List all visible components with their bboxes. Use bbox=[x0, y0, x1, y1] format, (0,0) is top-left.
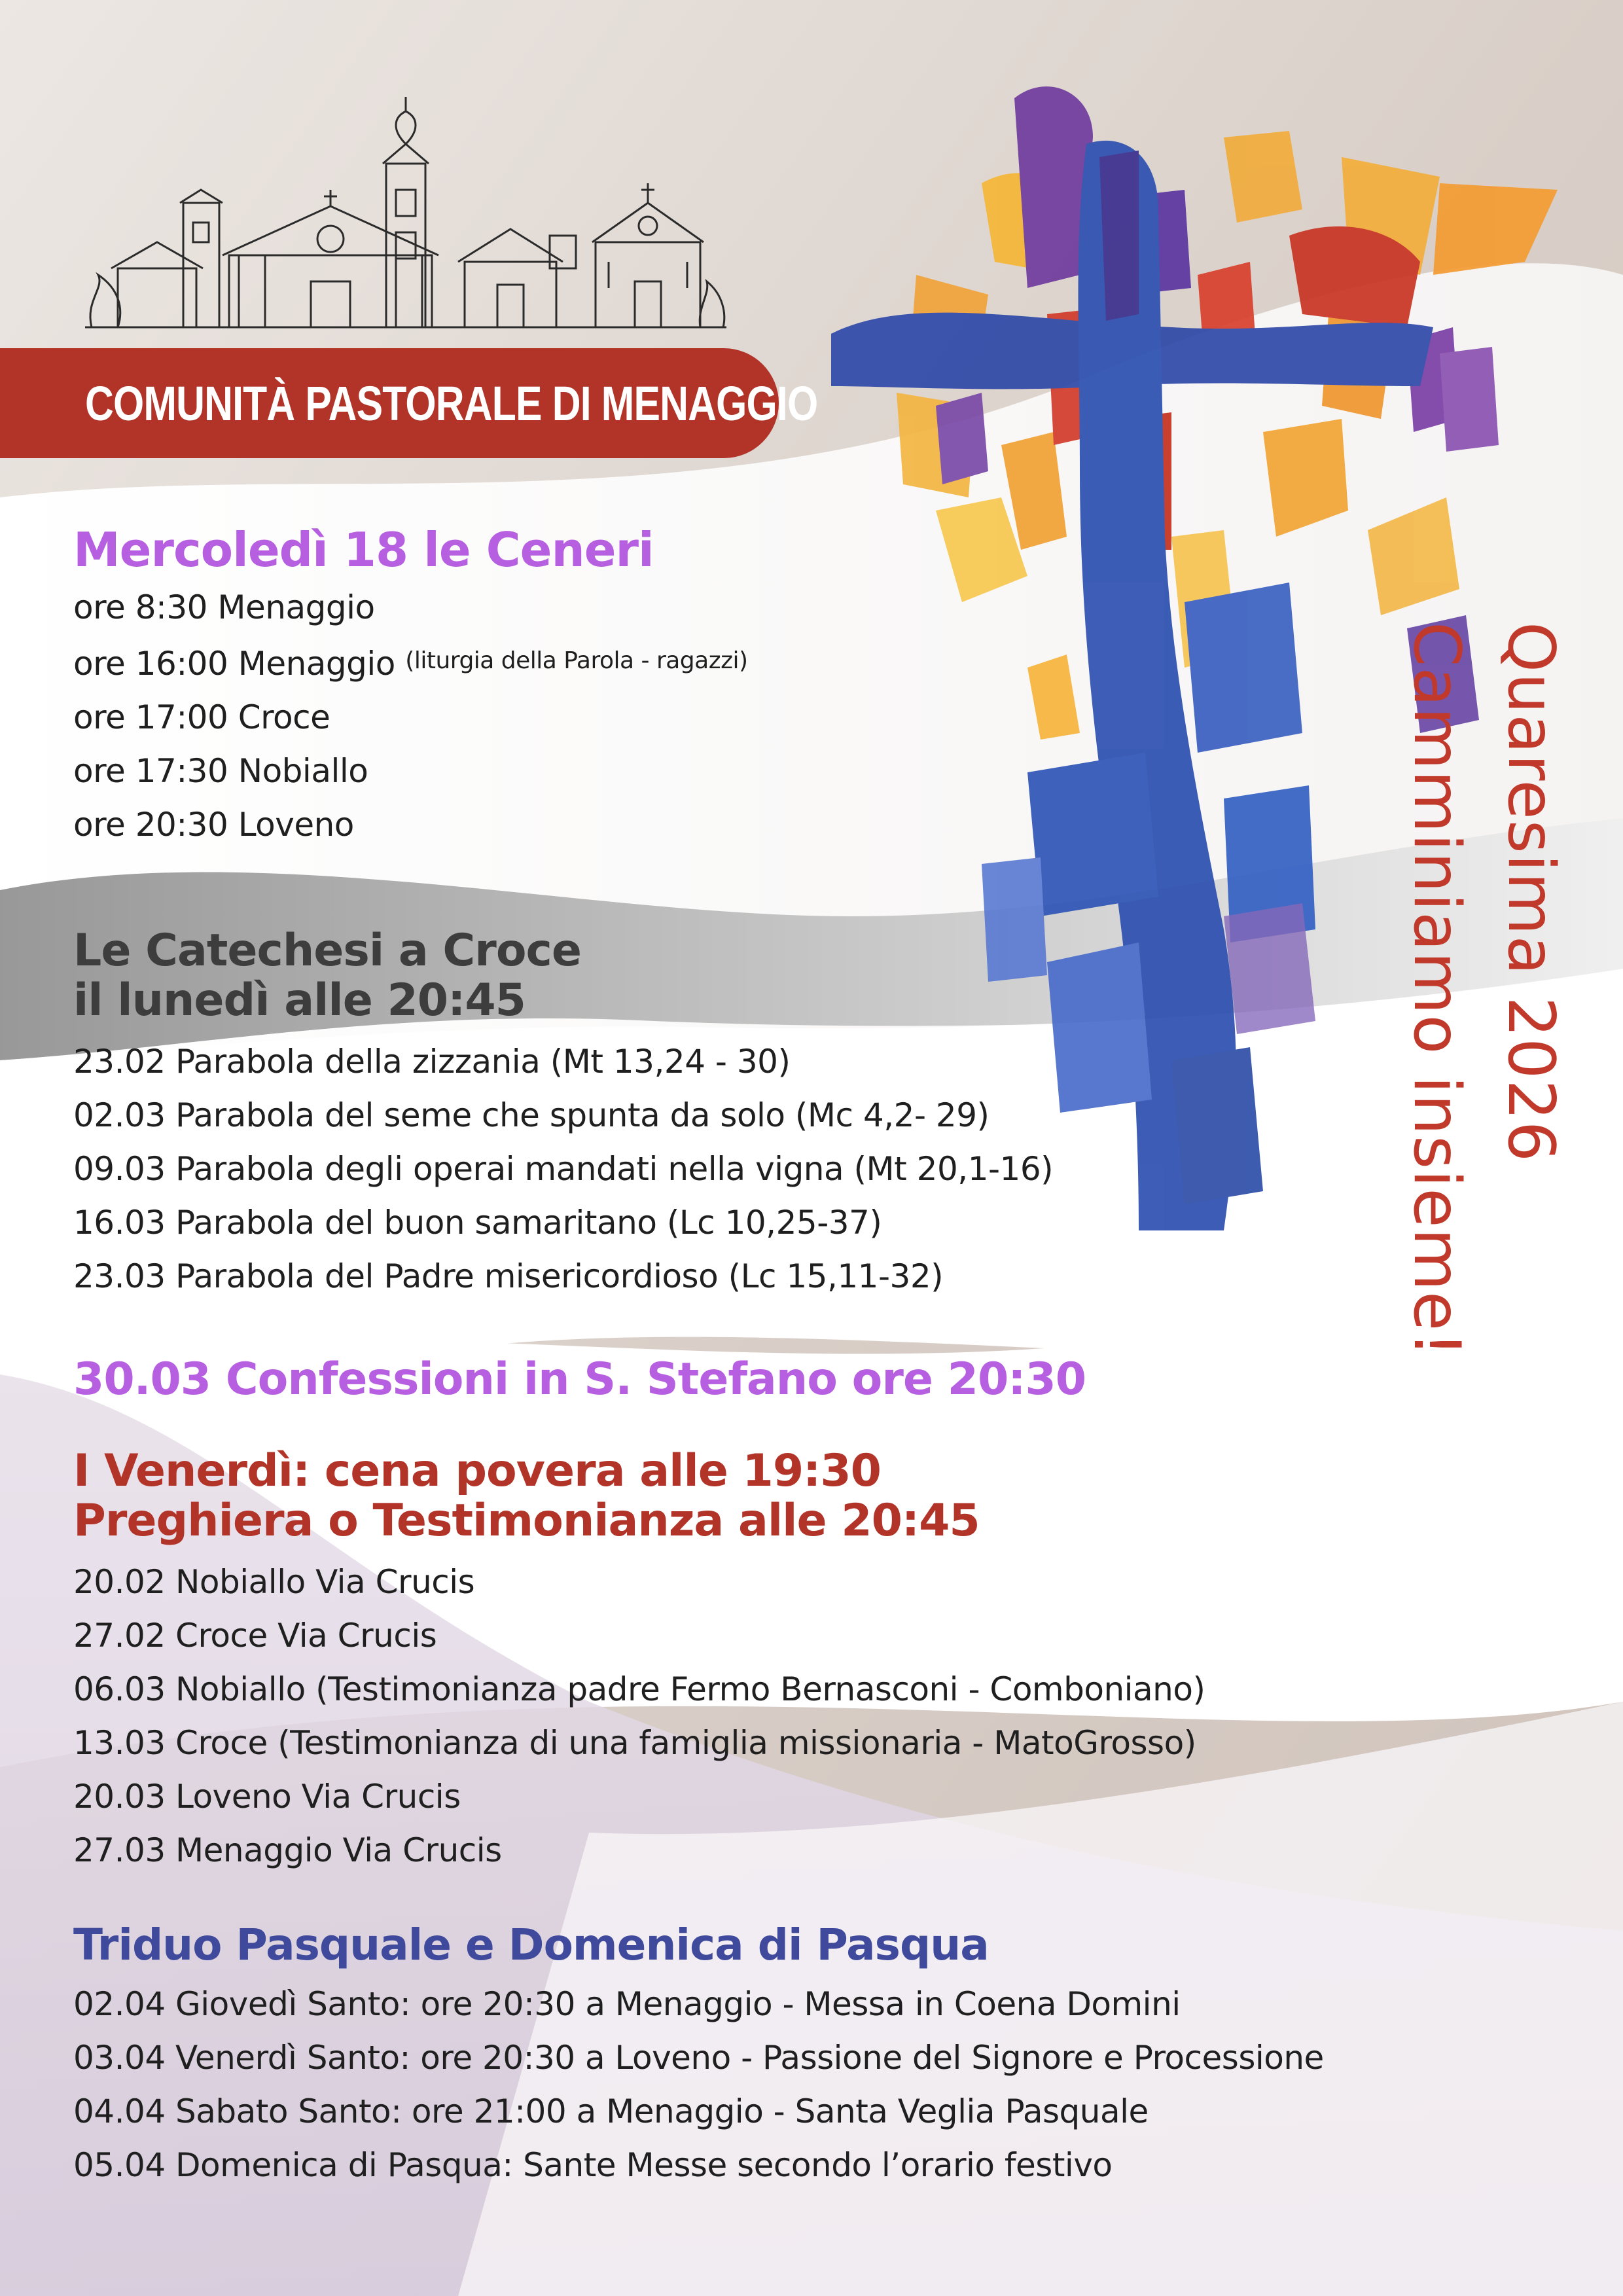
list-item: ore 17:30 Nobiallo bbox=[73, 751, 368, 790]
list-item: 16.03 Parabola del buon samaritano (Lc 10,25-37) bbox=[73, 1204, 882, 1242]
list-item: 27.03 Menaggio Via Crucis bbox=[73, 1831, 502, 1870]
list-item: 23.03 Parabola del Padre misericordioso (Lc 15,11-32) bbox=[73, 1257, 944, 1296]
section-confessioni bbox=[73, 1355, 1086, 1405]
list-item: ore 16:00 Menaggio $^{(liturgia della Parola - ragazzi)}$ bbox=[73, 644, 748, 683]
schedule-list bbox=[73, 1977, 1324, 2192]
vertical-title bbox=[1400, 622, 1597, 1571]
list-item: 04.04 Sabato Santo: ore 21:00 a Menaggio - Santa Veglia Pasquale bbox=[73, 2092, 1149, 2130]
list-item: ore 20:30 Loveno bbox=[73, 805, 354, 844]
list-item: 03.04 Venerdì Santo: ore 20:30 a Loveno - Passione del Signore e Processione bbox=[73, 2038, 1324, 2077]
section-heading: 30.03 Confessioni in S. Stefano ore 20:30 bbox=[73, 1354, 1086, 1405]
title-line-1: Quaresima 2026 bbox=[1493, 622, 1568, 1163]
schedule-list bbox=[73, 1035, 1053, 1303]
section-subheading: il lunedì alle 20:45 bbox=[73, 975, 526, 1027]
section-catechesi bbox=[73, 926, 1053, 1303]
section-heading: Le Catechesi a Croce bbox=[73, 925, 581, 977]
list-item: 20.03 Loveno Via Crucis bbox=[73, 1778, 461, 1816]
title-line-2: Camminiamo insieme! bbox=[1399, 622, 1474, 1358]
item-note: (liturgia della Parola - ragazzi) bbox=[405, 647, 748, 674]
section-heading: Triduo Pasquale e Domenica di Pasqua bbox=[73, 1920, 989, 1970]
list-item: 09.03 Parabola degli operai mandati nella vigna (Mt 20,1-16) bbox=[73, 1150, 1054, 1189]
list-item: ore 8:30 Menaggio bbox=[73, 588, 375, 626]
section-triduo bbox=[73, 1921, 1324, 2192]
churches-sketch bbox=[79, 92, 733, 340]
section-heading: Mercoledì 18 le Ceneri bbox=[73, 522, 654, 577]
list-item: 23.02 Parabola della zizzania (Mt 13,24 - 30) bbox=[73, 1043, 791, 1081]
list-item: 05.04 Domenica di Pasqua: Sante Messe secondo l’orario festivo bbox=[73, 2145, 1113, 2184]
section-venerdi bbox=[73, 1446, 1205, 1877]
list-item: ore 17:00 Croce bbox=[73, 698, 330, 736]
section-heading: I Venerdì: cena povera alle 19:30 bbox=[73, 1445, 881, 1497]
schedule-list bbox=[73, 581, 748, 852]
list-item: 02.03 Parabola del seme che spunta da solo (Mc 4,2- 29) bbox=[73, 1096, 990, 1135]
section-subheading: Preghiera o Testimonianza alle 20:45 bbox=[73, 1495, 980, 1547]
community-name: COMUNITÀ PASTORALE DI MENAGGIO bbox=[85, 376, 818, 431]
section-ceneri bbox=[73, 524, 748, 852]
list-item: 02.04 Giovedì Santo: ore 20:30 a Menaggio - Messa in Coena Domini bbox=[73, 1984, 1181, 2023]
list-item: 20.02 Nobiallo Via Crucis bbox=[73, 1563, 475, 1602]
community-banner bbox=[0, 348, 818, 458]
list-item: 06.03 Nobiallo (Testimonianza padre Fermo Bernasconi - Comboniano) bbox=[73, 1670, 1205, 1709]
list-item: 13.03 Croce (Testimonianza di una famiglia missionaria - MatoGrosso) bbox=[73, 1724, 1196, 1763]
schedule-list bbox=[73, 1555, 1205, 1877]
list-item: 27.02 Croce Via Crucis bbox=[73, 1617, 437, 1655]
